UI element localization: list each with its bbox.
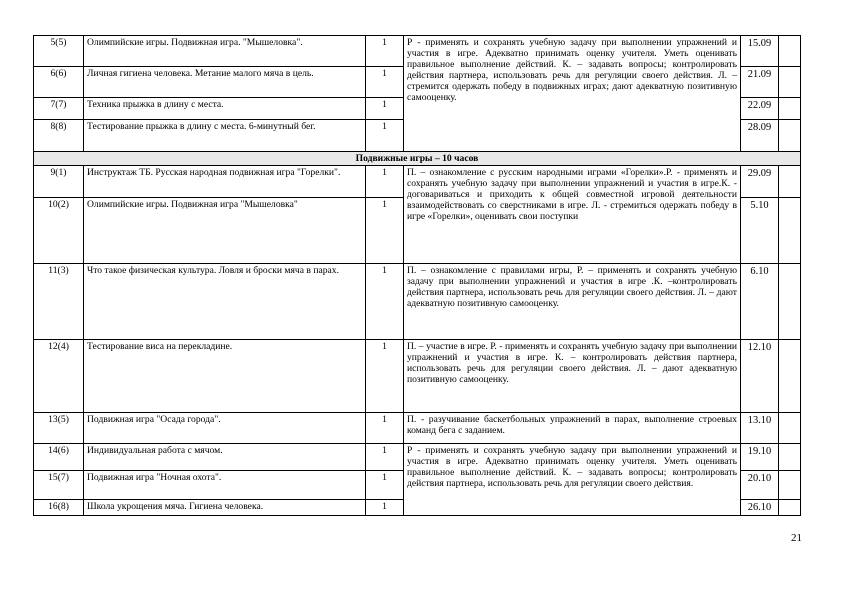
lesson-topic: Олимпийские игры. Подвижная игра "Мышеловка" xyxy=(84,198,366,264)
empty-cell xyxy=(779,120,801,152)
lesson-date: 12.10 xyxy=(741,340,779,413)
lesson-number: 11(3) xyxy=(34,264,84,340)
lesson-topic: Школа укрощения мяча. Гигиена человека. xyxy=(84,500,366,516)
lesson-number: 6(6) xyxy=(34,67,84,98)
table-row xyxy=(34,413,801,444)
lesson-date: 26.10 xyxy=(741,500,779,516)
lesson-number: 8(8) xyxy=(34,120,84,152)
lesson-number: 15(7) xyxy=(34,471,84,500)
uud-text: П. – ознакомление с русским народными играми «Горелки».Р. - применять и сохранять учебную задачу при выполнении упражнений и участия в игре.К. - договариваться и приходить к общей совместной игровой деятельности взаимодействовать со сверстниками в игре. Л. - стремиться одержать победу в игре «Горелки», оценивать свои поступки xyxy=(407,167,737,222)
lesson-date: 19.10 xyxy=(741,444,779,471)
lesson-hours: 1 xyxy=(366,340,404,413)
lesson-topic: Личная гигиена человека. Метание малого мяча в цель. xyxy=(84,67,366,98)
lesson-date: 15.09 xyxy=(741,36,779,67)
lesson-hours: 1 xyxy=(366,166,404,198)
uud-cell: П. – ознакомление с правилами игры, Р. – применять и сохранять учебную задачу при выполнении упражнений и участия в игре .К. –контролировать действия партнера, использовать речь для регуляции своего действия. Л. – дают адекватную позитивную самооценку. xyxy=(404,264,741,340)
lesson-number: 14(6) xyxy=(34,444,84,471)
lesson-topic: Что такое физическая культура. Ловля и броски мяча в парах. xyxy=(84,264,366,340)
lesson-topic: Индивидуальная работа с мячом. xyxy=(84,444,366,471)
lesson-number: 16(8) xyxy=(34,500,84,516)
empty-cell xyxy=(779,198,801,264)
empty-cell xyxy=(779,67,801,98)
empty-cell xyxy=(779,444,801,471)
lesson-number: 7(7) xyxy=(34,98,84,120)
table-row xyxy=(34,340,801,413)
lesson-date: 6.10 xyxy=(741,264,779,340)
empty-cell xyxy=(779,264,801,340)
table-row xyxy=(34,264,801,340)
lesson-number: 9(1) xyxy=(34,166,84,198)
empty-cell xyxy=(779,340,801,413)
lesson-hours: 1 xyxy=(366,198,404,264)
empty-cell xyxy=(779,98,801,120)
lesson-topic: Инструктаж ТБ. Русская народная подвижная игра "Горелки". xyxy=(84,166,366,198)
uud-text: Р - применять и сохранять учебную задачу при выполнении упражнений и участия в игре. Адекватно принимать оценку учителя. Уметь оценивать правильное выполнение действий. К. – задавать вопросы; контролировать действия партнера, использовать речь для регуляции своего действия. xyxy=(407,445,737,489)
empty-cell xyxy=(779,166,801,198)
empty-cell xyxy=(779,471,801,500)
lesson-topic: Тестирование виса на перекладине. xyxy=(84,340,366,413)
lesson-topic: Подвижная игра "Ночная охота". xyxy=(84,471,366,500)
table-row xyxy=(34,36,801,67)
lesson-number: 13(5) xyxy=(34,413,84,444)
empty-cell xyxy=(779,500,801,516)
lesson-date: 28.09 xyxy=(741,120,779,152)
lesson-number: 5(5) xyxy=(34,36,84,67)
lesson-hours: 1 xyxy=(366,264,404,340)
uud-cell: П. - разучивание баскетбольных упражнений в парах, выполнение строевых команд бега с заданием. xyxy=(404,413,741,444)
uud-cell: П. – участие в игре. Р. - применять и сохранять учебную задачу при выполнении упражнений и участия в игре. К. – контролировать действия партнера, использовать речь для регуляции своего действия. Л. – дают адекватную позитивную самооценку. xyxy=(404,340,741,413)
uud-cell xyxy=(404,36,741,152)
lesson-topic: Подвижная игра "Осада города". xyxy=(84,413,366,444)
lesson-topic: Тестирование прыжка в длину с места. 6-минутный бег. xyxy=(84,120,366,152)
lesson-plan-table xyxy=(33,35,801,516)
table-row xyxy=(34,166,801,198)
uud-cell xyxy=(404,444,741,516)
lesson-hours: 1 xyxy=(366,36,404,67)
lesson-number: 12(4) xyxy=(34,340,84,413)
lesson-date: 29.09 xyxy=(741,166,779,198)
lesson-date: 5.10 xyxy=(741,198,779,264)
uud-cell xyxy=(404,166,741,264)
lesson-topic: Техника прыжка в длину с места. xyxy=(84,98,366,120)
table-row xyxy=(34,444,801,471)
lesson-topic: Олимпийские игры. Подвижная игра. "Мышеловка". xyxy=(84,36,366,67)
lesson-hours: 1 xyxy=(366,444,404,471)
section-title: Подвижные игры – 10 часов xyxy=(34,152,801,166)
lesson-hours: 1 xyxy=(366,120,404,152)
lesson-hours: 1 xyxy=(366,500,404,516)
lesson-number: 10(2) xyxy=(34,198,84,264)
uud-text: Р - применять и сохранять учебную задачу при выполнении упражнений и участия в игре. Адекватно принимать оценку учителя. Уметь оценивать правильное выполнение действий. К. – задавать вопросы; контролировать действия партнера, использовать речь для регуляции своего действия. Л. –стремится одержать победу в подвижных играх; дают адекватную позитивную самооценку. xyxy=(407,37,737,103)
lesson-hours: 1 xyxy=(366,98,404,120)
lesson-date: 21.09 xyxy=(741,67,779,98)
section-heading-row xyxy=(34,152,801,166)
lesson-date: 13.10 xyxy=(741,413,779,444)
page-number: 21 xyxy=(791,532,802,544)
empty-cell xyxy=(779,36,801,67)
lesson-hours: 1 xyxy=(366,413,404,444)
lesson-date: 22.09 xyxy=(741,98,779,120)
lesson-hours: 1 xyxy=(366,67,404,98)
lesson-hours: 1 xyxy=(366,471,404,500)
empty-cell xyxy=(779,413,801,444)
lesson-date: 20.10 xyxy=(741,471,779,500)
